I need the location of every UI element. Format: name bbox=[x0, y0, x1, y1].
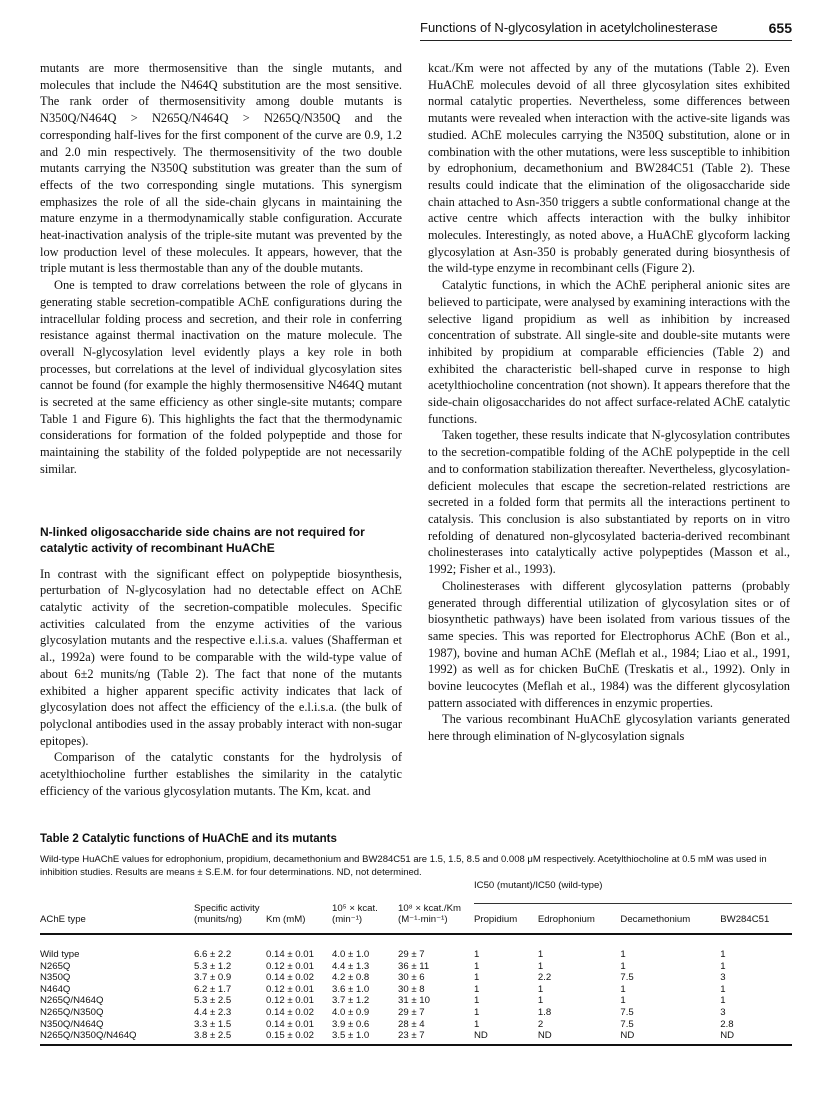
table-cell: 0.14 ± 0.01 bbox=[266, 949, 314, 960]
section-heading: N-linked oligosaccharide side chains are not required for catalytic activity of recombinant HuAChE bbox=[40, 524, 365, 555]
table-cell: 3.9 ± 0.6 bbox=[332, 1018, 370, 1030]
table-row bbox=[40, 995, 792, 1007]
paragraph: In contrast with the significant effect on polypeptide biosynthesis, perturbation of N-glycosylation had no detectable effect on AChE catalytic activity of the secretion-compatible molecules. Specific activities calculated from the enzyme activities of the various glycosylation mutants and the respective e.l.i.s.a. values (Shafferman et al., 1992a) were found to be comparable with the wild-type value of about 6±2 munits/ng (Table 2). The fact that none of the mutants exhibited a higher apparent specific activity indicates that lack of glycosylation does not affect the efficiency of the e.l.i.s.a. (the bulk of polyclonal antibodies used in the assay probably interact with non-sugar epitopes). bbox=[40, 566, 402, 748]
header-rule bbox=[420, 40, 792, 41]
table-cell: 0.15 ± 0.02 bbox=[266, 1030, 314, 1042]
table-row bbox=[40, 934, 792, 961]
table-cell: 1 bbox=[537, 949, 544, 960]
table-cell: 7.5 bbox=[620, 1018, 634, 1030]
table-cell: 5.3 ± 2.5 bbox=[194, 995, 232, 1007]
table-cell: 1 bbox=[537, 995, 544, 1007]
table-cell: N265Q/N350Q/N464Q bbox=[40, 1030, 137, 1042]
table-cell: 4.4 ± 1.3 bbox=[332, 960, 370, 972]
running-title: Functions of N-glycosylation in acetylcholinesterase bbox=[420, 20, 718, 35]
paragraph: Taken together, these results indicate that N-glycosylation contributes to the secretion-compatible folding of the AChE polypeptide in the cell and to conformation stabilization thereafter. Nevertheless, glycosylation-deficient molecules that escape the secretion-related restrictions are secreted in a folded form that permits all the interactions pertinent to catalysis. This conclusion is also substantiated by reports on in vitro refolding of denatured non-glycosylated bacteria-derived recombinant cholinesterases into catalytically active polypeptides (Masson et al., 1992; Fisher et al., 1993). bbox=[428, 428, 790, 577]
table-cell: 6.2 ± 1.7 bbox=[194, 983, 232, 995]
paragraph: Cholinesterases with different glycosylation patterns (probably generated through differential utilization of glycosylation sites or of biosynthetic pathways) have been isolated from various tissues of the same species. This was reported for Electrophorus AChE (Bon et al., 1987), bovine and human AChE (Meflah et al., 1984; Liao et al., 1991, 1992) as well as for chicken BuChE (Treskatis et al., 1992). Only in bovine leucocytes (Meflah et al., 1984) was the different glycosylation pattern associated with differences in enzymic properties. bbox=[428, 578, 790, 710]
table-cell: 3.7 ± 0.9 bbox=[194, 972, 232, 984]
table-cell: 5.3 ± 1.2 bbox=[194, 960, 232, 972]
table-cell: 0.14 ± 0.01 bbox=[266, 1018, 314, 1030]
table-cell: 1 bbox=[620, 995, 626, 1007]
paragraph: Catalytic functions, in which the AChE peripheral anionic sites are believed to participate, were analysed by examining interactions with the selective ligand propidium as well as inhibition by increased concentration of substrate. All single-site and double-site mutants were inhibited by propidium at comparable efficiencies (Table 2) and exhibited the characteristic bell-shaped curve in response to high acetylthiocholine concentration (not shown). It appears therefore that the side-chain oligosaccharides do not affect surface-related AChE catalytic functions. bbox=[428, 278, 790, 426]
table-cell: N464Q bbox=[40, 983, 71, 995]
table-cell: ND bbox=[720, 1030, 735, 1042]
table-cell: 28 ± 4 bbox=[398, 1018, 425, 1030]
table-cell: 6.6 ± 2.2 bbox=[194, 949, 232, 960]
page-number: 655 bbox=[768, 20, 792, 36]
table-cell: 3.6 ± 1.0 bbox=[332, 983, 370, 995]
paragraph: One is tempted to draw correlations between the role of glycans in generating stable secretion-compatible AChE configurations during the intracellular folding process and secretion, and their role in conferring resistance against thermal inactivation on the mature molecule. The overall N-glycosylation level evidently plays a key role in both processes, but correlations at the level of individual glycosylation sites cannot be found (for example the highly thermosensitive N464Q mutant is secreted at the same efficiency as other single-site mutants; compare Table 1 and Figure 6). This highlights the fact that the thermodynamic considerations for formation of the folded polypeptide and those for maintaining the stability of the folded polypeptide are not necessarily similar. bbox=[40, 278, 402, 476]
left-column bbox=[40, 60, 402, 799]
table-note: Wild-type HuAChE values for edrophonium, propidium, decamethonium and BW284C51 are 1.5, 1.5, 8.5 and 0.008 μM respectively. Acetylthiocholine at 0.5 mM was used in inhibition studies. Results are means ± S.E.M. for four determinations. ND, not determined. bbox=[40, 854, 767, 878]
table-cell: 7.5 bbox=[620, 1006, 634, 1018]
table-cell: 0.12 ± 0.01 bbox=[266, 960, 314, 972]
table-cell: ND bbox=[537, 1030, 552, 1042]
col-header-activity: Specific activity (munits/ng) bbox=[194, 880, 266, 934]
table-cell: 1 bbox=[537, 960, 544, 972]
col-header-kcat: 10⁵ × kcat. (min⁻¹) bbox=[332, 880, 398, 934]
table-cell: 36 ± 11 bbox=[398, 960, 430, 972]
running-header bbox=[420, 20, 792, 36]
col-header-km: Km (mM) bbox=[266, 880, 332, 934]
table-cell: 1 bbox=[474, 1006, 480, 1018]
table-cell: 1.8 bbox=[537, 1006, 552, 1018]
right-column bbox=[428, 60, 790, 745]
table-cell: 31 ± 10 bbox=[398, 995, 430, 1007]
table-cell: 1 bbox=[474, 972, 480, 984]
table-cell: 1 bbox=[474, 949, 480, 960]
table-cell: N265Q/N464Q bbox=[40, 995, 104, 1007]
table-cell: 0.14 ± 0.02 bbox=[266, 972, 314, 984]
table-cell: 1 bbox=[620, 960, 626, 972]
table-cell: 1 bbox=[620, 983, 626, 995]
table-cell: ND bbox=[620, 1030, 635, 1042]
table-cell: 1 bbox=[720, 960, 726, 972]
table-caption bbox=[40, 833, 800, 879]
col-header-edrophonium: Edrophonium bbox=[538, 904, 621, 935]
table-cell: ND bbox=[474, 1030, 488, 1042]
table-cell: Wild type bbox=[40, 949, 80, 960]
col-header-propidium: Propidium bbox=[474, 904, 538, 935]
paragraph: mutants are more thermosensitive than the single mutants, and molecules that include the N464Q substitution are the most sensitive. The rank order of thermosensitivity among double mutants is N350Q/N464Q > N265Q/N464Q > N265Q/N350Q and the corresponding half-lives for the first component of the curve are 0.9, 1.2 and 2.0 min respectively. The thermosensitivity of the two double mutants carrying the N350Q substitution was greater than the sum of effects of the two corresponding single mutations. This synergism emphasizes the role of all the side-chain glycans in maintaining the mature enzyme in a thermodynamically stable configuration. Accurate heat-inactivation analysis of the triple-site mutant was prevented by the low production level of these molecules. It appears, however, that the triple mutant is less thermostable than any of the double mutants. bbox=[40, 61, 402, 276]
table-cell: 29 ± 7 bbox=[398, 1006, 425, 1018]
table-title: Table 2 Catalytic functions of HuAChE and its mutants bbox=[40, 833, 337, 845]
table-row bbox=[40, 961, 792, 973]
table-cell: 1 bbox=[474, 1018, 480, 1030]
table-row bbox=[40, 1019, 792, 1031]
col-header-bw284c51: BW284C51 bbox=[720, 904, 792, 935]
table-row bbox=[40, 972, 792, 984]
table-cell: 1 bbox=[720, 995, 726, 1007]
table-cell: 4.0 ± 0.9 bbox=[332, 1006, 370, 1018]
table-cell: N265Q/N350Q bbox=[40, 1006, 104, 1018]
col-header-ic50: IC50 (mutant)/IC50 (wild-type) bbox=[474, 880, 792, 904]
table-cell: 23 ± 7 bbox=[398, 1030, 425, 1042]
table-cell: 30 ± 6 bbox=[398, 972, 425, 984]
col-header-type: AChE type bbox=[40, 880, 194, 934]
table-cell: 1 bbox=[474, 983, 480, 995]
table-cell: 7.5 bbox=[620, 972, 634, 984]
catalytic-functions-table bbox=[40, 880, 792, 1042]
table-cell: 0.12 ± 0.01 bbox=[266, 983, 314, 995]
table-cell: N265Q bbox=[40, 960, 71, 972]
table-cell: 3.3 ± 1.5 bbox=[194, 1018, 232, 1030]
table-cell: 2.8 bbox=[720, 1018, 734, 1030]
col-header-decamethonium: Decamethonium bbox=[620, 904, 720, 935]
paragraph: Comparison of the catalytic constants for the hydrolysis of acetylthiocholine further establishes the similarity in the catalytic efficiency of the various glycosylation mutants. The Km, kcat. and bbox=[40, 750, 402, 798]
table-cell: 4.4 ± 2.3 bbox=[194, 1006, 232, 1018]
paragraph: kcat./Km were not affected by any of the mutations (Table 2). Even HuAChE molecules devoid of all three glycosylation sites exhibited normal catalytic properties. Nevertheless, some differences between mutants were revealed when interaction with the active-site ligands was studied. AChE molecules carrying the N350Q substitution, alone or in combination with the other mutations, were less susceptible to inhibition by edrophonium, decamethonium and BW284C51 (Table 2). These results could indicate that the elimination of the oligosaccharide side chain attached to Asn-350 triggers a subtle conformational change at the active centre which affects interaction with the bulky inhibitor molecules. Interestingly, as noted above, a HuAChE glycoform lacking glycosylation at Asn-350 is probably generated during biosynthesis of the wild-type enzyme in recombinant cells (Figure 2). bbox=[428, 61, 790, 276]
col-header-ratio: 10⁸ × kcat./Km (M⁻¹·min⁻¹) bbox=[398, 880, 474, 934]
table-cell: 1 bbox=[474, 960, 480, 972]
table-cell: N350Q bbox=[40, 972, 71, 984]
table-cell: 1 bbox=[537, 983, 544, 995]
table-cell: N350Q/N464Q bbox=[40, 1018, 104, 1030]
table-row bbox=[40, 1007, 792, 1019]
table-cell: 2 bbox=[537, 1018, 544, 1030]
table-cell: 0.14 ± 0.02 bbox=[266, 1006, 314, 1018]
table-cell: 4.0 ± 1.0 bbox=[332, 949, 370, 960]
table-bottom-rule bbox=[40, 1044, 792, 1046]
table-cell: 3.7 ± 1.2 bbox=[332, 995, 370, 1007]
table-cell: 1 bbox=[720, 983, 726, 995]
table-cell: 4.2 ± 0.8 bbox=[332, 972, 370, 984]
table-cell: 29 ± 7 bbox=[398, 949, 425, 960]
table-cell: 1 bbox=[720, 949, 726, 960]
table-cell: 0.12 ± 0.01 bbox=[266, 995, 314, 1007]
table-cell: 3.5 ± 1.0 bbox=[332, 1030, 370, 1042]
table-cell: 1 bbox=[620, 949, 626, 960]
paragraph: The various recombinant HuAChE glycosylation variants generated here through elimination of N-glycosylation signals bbox=[428, 712, 790, 744]
table-cell: 30 ± 8 bbox=[398, 983, 425, 995]
table-cell: 3 bbox=[720, 1006, 726, 1018]
table-cell: 3 bbox=[720, 972, 726, 984]
table-cell: 2.2 bbox=[537, 972, 552, 984]
table-row bbox=[40, 984, 792, 996]
table-cell: 3.8 ± 2.5 bbox=[194, 1030, 232, 1042]
table-cell: 1 bbox=[474, 995, 480, 1007]
table-row bbox=[40, 1030, 792, 1042]
